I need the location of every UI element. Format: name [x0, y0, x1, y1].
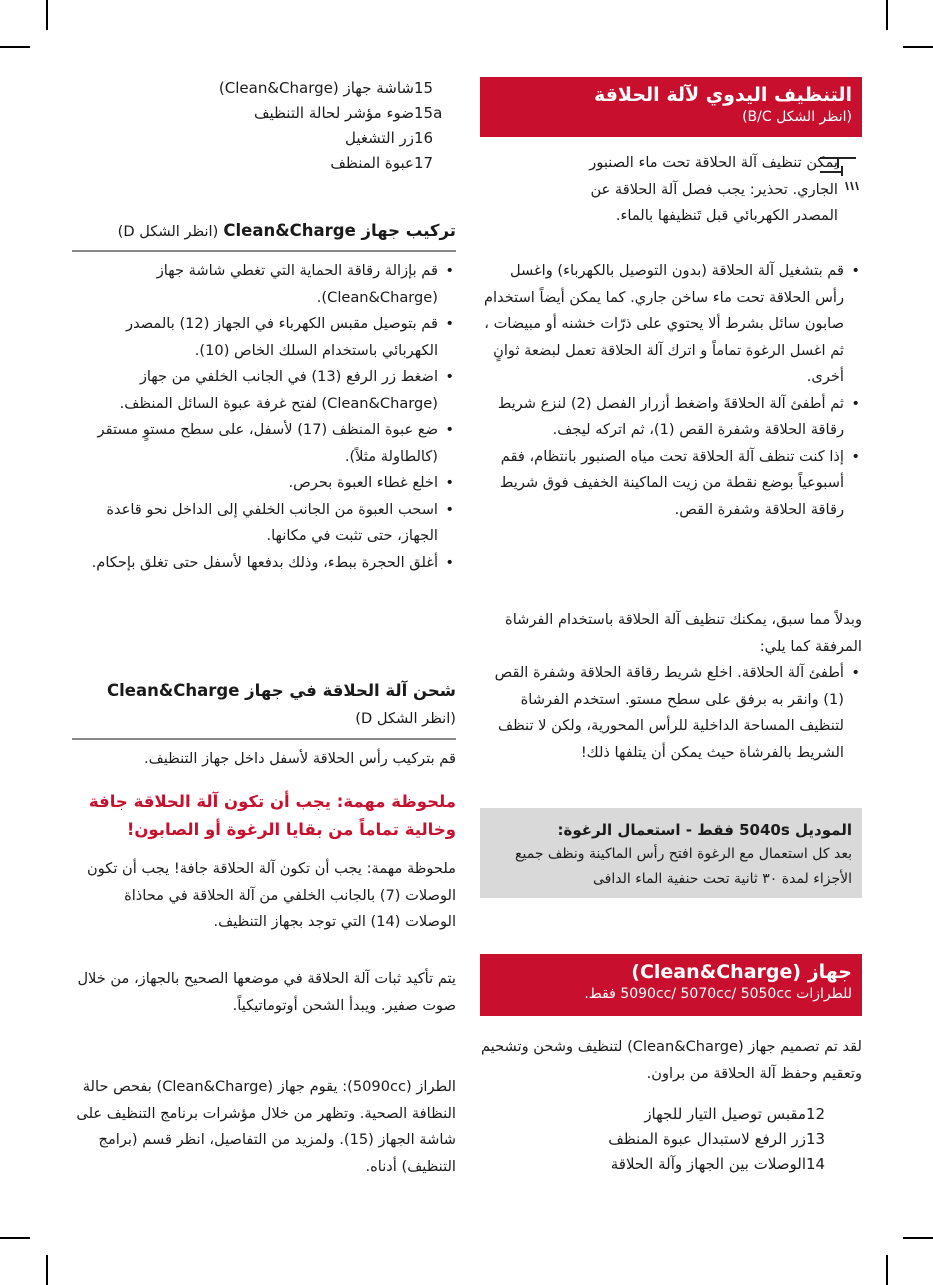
part-number: 15a — [414, 104, 443, 122]
important-note: ملحوظة مهمة: يجب أن تكون آلة الحلاقة جافة وخالية تماماً من بقايا الرغوة أو الصابون! — [88, 792, 456, 839]
list-item: • قم بإزالة رقاقة الحماية التي تغطي شاشة جهاز (Clean&Charge). — [72, 258, 456, 311]
crop-mark — [46, 1255, 48, 1285]
part-number: 16 — [414, 129, 434, 147]
part-label: زر التشغيل — [344, 129, 414, 147]
right-column — [480, 0, 862, 1285]
list-item: • قم بتوصيل مقبس الكهرباء في الجهاز (12) بالمصدر الكهربائي باستخدام السلك الخاص (10). — [72, 311, 456, 364]
warning-line: المصدر الكهربائي قبل تَنظيفها بالماء. — [615, 207, 838, 224]
dry-note: ملحوظة مهمة: يجب أن تكون آلة الحلاقة جافة! يجب أن تكون الوصلات (7) بالجانب الخلفي من آلة الحلاقة في محاذاة الوصلات (14) التي توجد بجهاز التنظيف. — [87, 860, 456, 930]
crop-mark — [903, 1237, 933, 1239]
clean-charge-subtitle: للطرازات 5090cc/ 5070cc/ 5050cc فقط. — [584, 986, 852, 1002]
section-divider — [72, 250, 456, 252]
install-title-ref: (انظر الشكل D) — [117, 223, 219, 240]
manual-cleaning-steps — [480, 258, 862, 523]
crop-mark — [0, 46, 30, 48]
list-item — [480, 1102, 846, 1127]
part-label: عبوة المنظف — [330, 154, 414, 172]
part-label: شاشة جهاز (Clean&Charge) — [218, 79, 414, 97]
station-parts-list — [480, 1102, 846, 1177]
crop-mark — [46, 0, 48, 30]
list-item: • اضغط زر الرفع (13) في الجانب الخلفي من جهاز (Clean&Charge) لفتح غرفة عبوة السائل المنظف. — [72, 364, 456, 417]
clean-charge-intro: لقد تم تصميم جهاز (Clean&Charge) لتنظيف وشحن وتشحيم وتعقيم وحفظ آلة الحلاقة من براون. — [480, 1038, 862, 1082]
part-number: 14 — [806, 1155, 826, 1173]
left-column — [72, 0, 456, 1285]
warning-line: يمكن تنظيف آلة الحلاقة تحت ماء الصنبور — [589, 154, 838, 171]
clean-charge-header — [480, 954, 862, 1016]
charge-instruction: قم بتركيب رأس الحلاقة لأسفل داخل جهاز التنظيف. — [144, 750, 456, 767]
list-item — [72, 76, 454, 101]
station-parts-list — [72, 76, 454, 176]
list-item: • اخلع غطاء العبوة بحرص. — [72, 470, 456, 497]
foam-note-title: الموديل 5040s فقط - استعمال الرغوة: — [557, 821, 852, 839]
list-item: • ضع عبوة المنظف (17) لأسفل، على سطح مستوٍ مستقر (كالطاولة مثلاً). — [72, 417, 456, 470]
list-item: • اسحب العبوة من الجانب الخلفي إلى الداخل نحو قاعدة الجهاز، حتى تثبت في مكانها. — [72, 497, 456, 550]
brush-steps — [480, 660, 862, 766]
list-item — [72, 126, 454, 151]
charge-subtitle: (انظر الشكل D) — [355, 710, 456, 727]
manual-cleaning-title: التنظيف اليدوي لآلة الحلاقة — [593, 84, 852, 106]
crop-mark — [0, 1237, 30, 1239]
list-item: • أطفئ آلة الحلاقة. اخلع شريط رقاقة الحلاقة وشفرة القص (1) وانقر به برفق على سطح مستو. استخدم الفرشاة لتنظيف المساحة الداخلية للرأس المحورية، ولكن لا تنظف الشريط بالفرشاة حيث يمكن أن يتلفها ذلك! — [480, 660, 862, 766]
model-note: الطراز (5090cc): يقوم جهاز (Clean&Charge) بفحص حالة النظافة الصحية. وتظهر من خلال مؤشرات برنامج التنظيف على شاشة الجهاز (15). ولمزيد من التفاصيل، انظر قسم (برامج التنظيف) أدناه. — [76, 1078, 456, 1175]
list-item: • قم بتشغيل آلة الحلاقة (بدون التوصيل بالكهرباء) واغسل رأس الحلاقة تحت ماء ساخن جاري. كما يمكن أيضاً استخدام صابون سائل بشرط ألا يحتوي على ذرّات خشنه أو مبيضات ، ثم اغسل الرغوة تماماً و اترك آلة الحلاقة تعمل لبضعة ثوانٍ أخرى. — [480, 258, 862, 391]
foam-note-box — [480, 808, 862, 898]
part-number: 15 — [414, 79, 434, 97]
beep-note: يتم تأكيد ثبات آلة الحلاقة في موضعها الصحيح بالجهاز، من خلال صوت صفير. ويبدأ الشحن أوتوماتيكياً. — [77, 970, 456, 1014]
list-item: • أغلق الحجرة ببطء، وذلك بدفعها لأسفل حتى تغلق بإحكام. — [72, 550, 456, 577]
section-divider — [72, 738, 456, 740]
part-label: ضوء مؤشر لحالة التنظيف — [253, 104, 414, 122]
foam-note-body: بعد كل استعمال مع الرغوة افتح رأس الماكينة ونظف جميع الأجزاء لمدة ٣٠ ثانية تحت حنفية الماء الدافى — [515, 846, 852, 887]
part-number: 12 — [806, 1105, 826, 1123]
list-item: • ثم أطفئ آلة الحلاقةَ واضغط أزرار الفصل (2) لنزع شريط رقاقة الحلاقة وشفرة القص (1)، ثم اتركه ليجف. — [480, 391, 862, 444]
part-label: مقبس توصيل التيار للجهاز — [644, 1105, 806, 1123]
install-heading — [72, 218, 456, 246]
clean-charge-title: جهاز (Clean&Charge) — [631, 961, 852, 983]
list-item — [480, 1152, 846, 1177]
charge-title: شحن آلة الحلاقة في جهاز Clean&Charge — [107, 681, 456, 700]
list-item — [72, 151, 454, 176]
manual-cleaning-header — [480, 77, 862, 137]
brush-intro: وبدلاً مما سبق، يمكنك تنظيف آلة الحلاقة باستخدام الفرشاة المرفقة كما يلي: — [505, 611, 862, 655]
part-number: 17 — [414, 154, 434, 172]
crop-mark — [886, 1255, 888, 1285]
part-label: زر الرفع لاستبدال عبوة المنظف — [608, 1130, 806, 1148]
part-label: الوصلات بين الجهاز وآلة الحلاقة — [610, 1155, 806, 1173]
install-title: تركيب جهاز Clean&Charge — [223, 221, 456, 240]
crop-mark — [886, 0, 888, 30]
crop-mark — [903, 46, 933, 48]
list-item — [72, 101, 454, 126]
part-number: 13 — [806, 1130, 826, 1148]
water-warning — [536, 150, 838, 230]
install-steps — [72, 258, 456, 576]
manual-cleaning-subtitle: (انظر الشكل B/C) — [742, 109, 852, 125]
list-item — [480, 1127, 846, 1152]
list-item: • إذا كنت تنظف آلة الحلاقة تحت مياه الصنبور بانتظام، فقم أسبوعياً بوضع نقطة من زيت الماكينة الخفيف فوق شريط رقاقة الحلاقة وشفرة القص. — [480, 444, 862, 524]
warning-line: الجاري. تحذير: يجب فصل آلة الحلاقة عن — [590, 180, 838, 198]
